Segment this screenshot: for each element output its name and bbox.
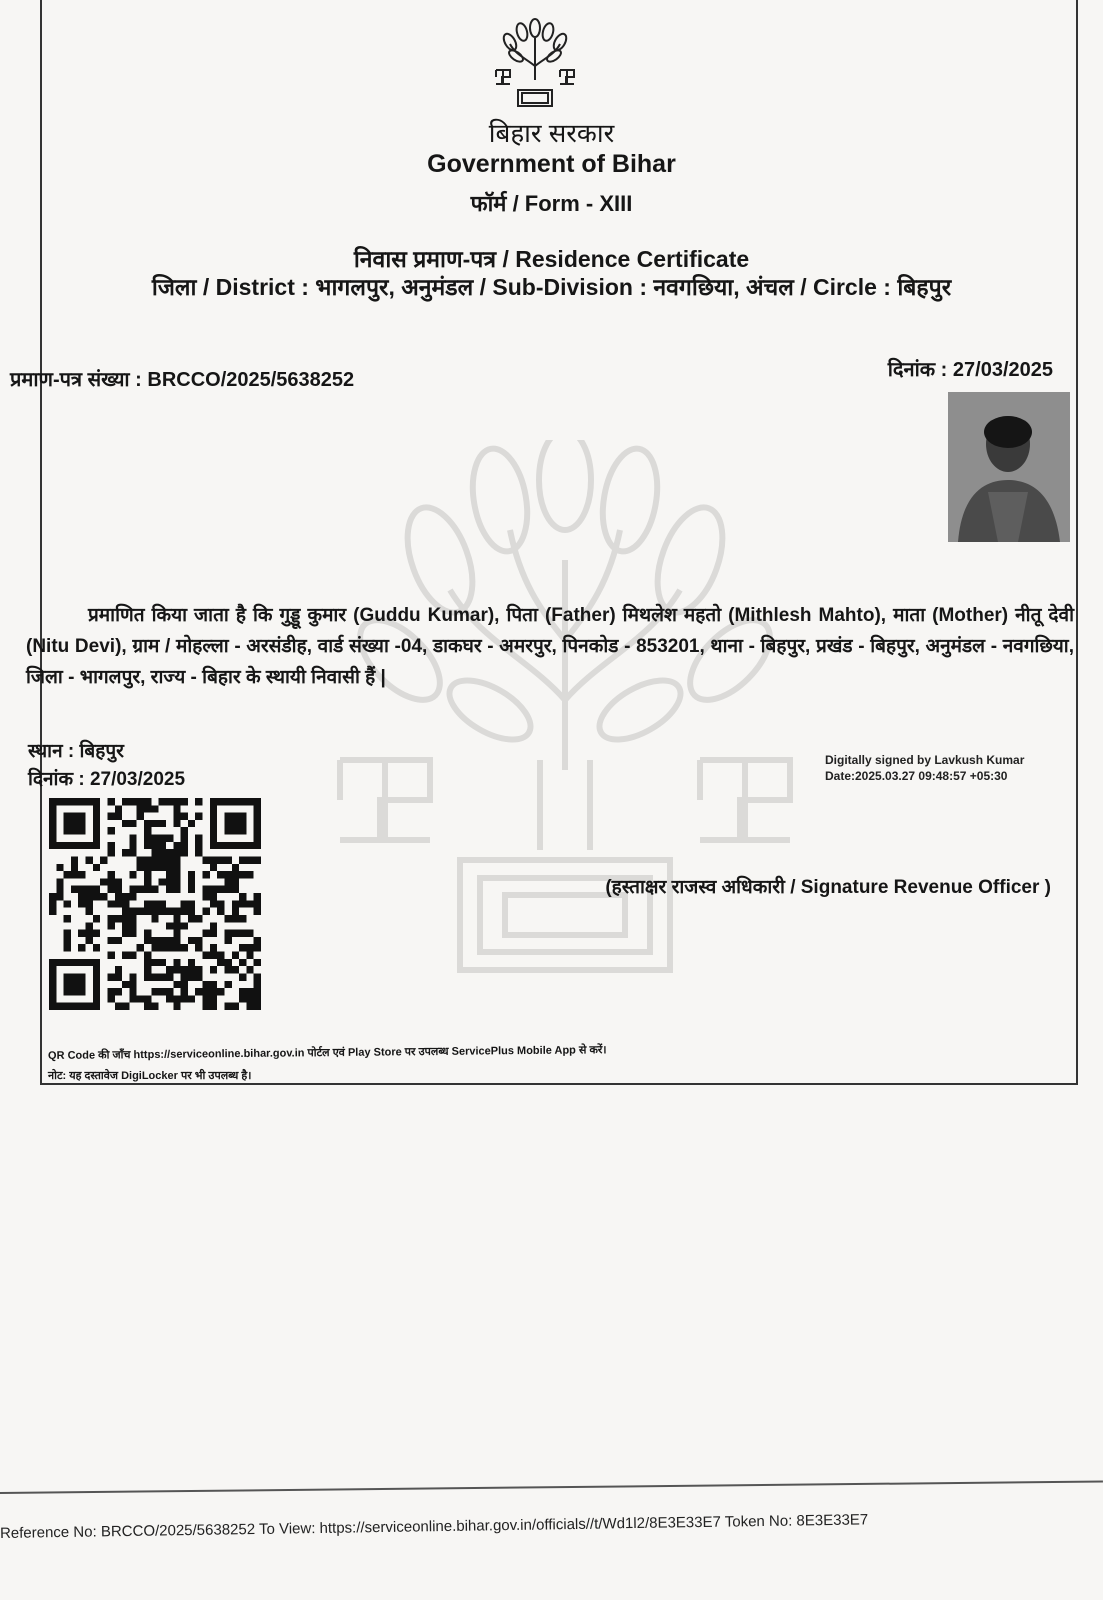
certificate-paragraph: प्रमाणित किया जाता है कि गुड्डू कुमार (Guddu Kumar), पिता (Father) मिथलेश महतो (Mithlesh Mahto), माता (Mother) नीतू देवी (Nitu Devi), ग्राम / मोहल्ला - अरसंडीह, वार्ड संख्या -04, डाकघर - अमरपुर, पिनकोड - 853201, थाना - बिहपुर, प्रखंड - बिहपुर, अनुमंडल - नवगछिया, जिला - भागलपुर, राज्य - बिहार के स्थायी निवासी हैं | <box>26 605 1074 688</box>
watermark-emblem-icon <box>330 440 800 1040</box>
certificate-number: प्रमाण-पत्र संख्या : BRCCO/2025/5638252 <box>10 369 355 391</box>
person-photo-icon <box>948 392 1070 542</box>
issue-place: स्थान : बिहपुर <box>28 741 124 762</box>
certificate-body <box>26 600 1074 693</box>
footer-divider <box>0 1480 1103 1494</box>
reference-footer[interactable]: Reference No: BRCCO/2025/5638252 To View: https://serviceonline.bihar.gov.in/officials//t/Wd1l2/8E3E33E7 Token No: 8E3E33E7 <box>0 1511 869 1542</box>
header-english-title: Government of Bihar <box>427 150 676 178</box>
qr-verification-note: QR Code की जाँच https://serviceonline.bihar.gov.in पोर्टल एवं Play Store पर उपलब्ध ServicePlus Mobile App से करें। <box>47 1044 607 1062</box>
issue-date: दिनांक : 27/03/2025 <box>28 769 186 790</box>
digilocker-note: नोट: यह दस्तावेज DigiLocker पर भी उपलब्ध है। <box>48 1070 252 1082</box>
digital-signature-signer: Digitally signed by Lavkush Kumar <box>825 753 1025 767</box>
certificate-title: निवास प्रमाण-पत्र / Residence Certificate <box>353 246 750 272</box>
form-label: फॉर्म / Form - XIII <box>470 191 633 216</box>
signature-label: (हस्ताक्षर राजस्व अधिकारी / Signature Revenue Officer ) <box>605 877 1051 898</box>
qr-code-icon[interactable] <box>46 798 264 1010</box>
certificate-date: दिनांक : 27/03/2025 <box>887 359 1053 381</box>
applicant-photo <box>948 392 1070 542</box>
location-line: जिला / District : भागलपुर, अनुमंडल / Sub-Division : नवगछिया, अंचल / Circle : बिहपुर <box>151 274 952 300</box>
bihar-emblem-icon <box>490 18 580 110</box>
digital-signature <box>825 752 1024 784</box>
digital-signature-date: Date:2025.03.27 09:48:57 +05:30 <box>825 769 1008 783</box>
header-hindi-title: बिहार सरकार <box>488 118 615 148</box>
